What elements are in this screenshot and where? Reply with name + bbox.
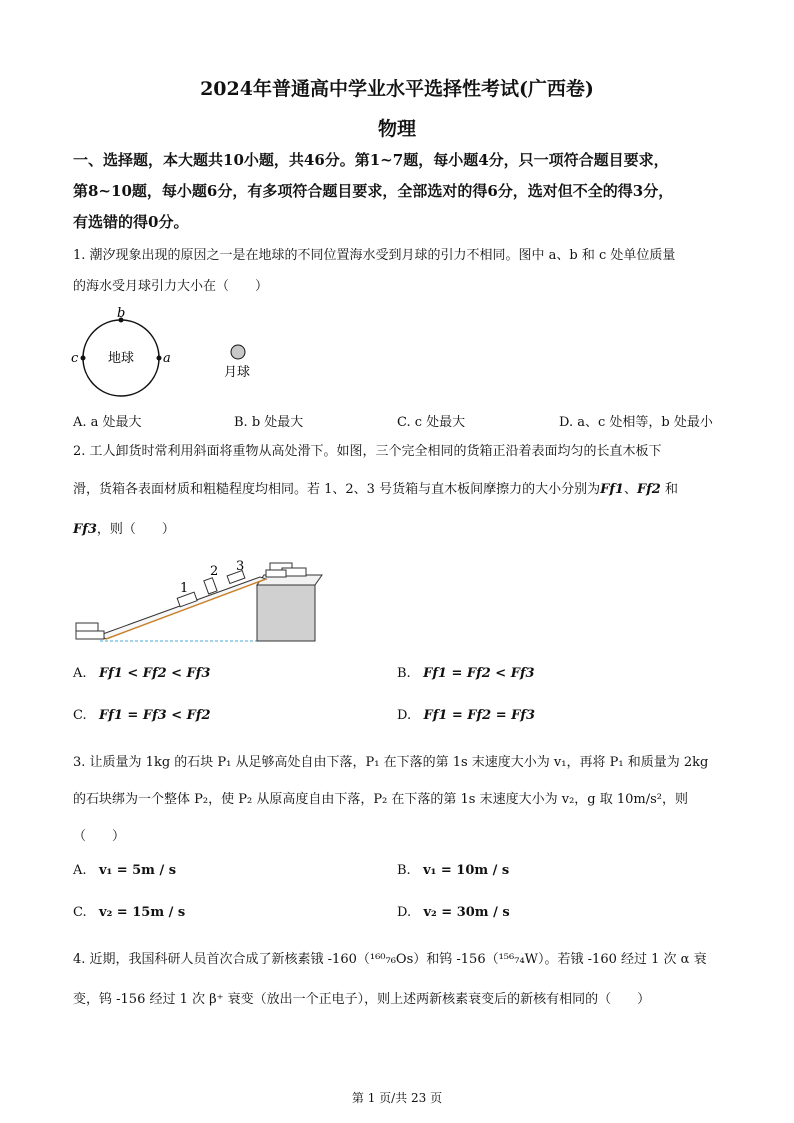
label-box-3: 3	[236, 559, 245, 574]
label-earth: 地球	[108, 351, 135, 366]
section-line-2: 第8~10题，每小题6分，有多项符合题目要求，全部选对的得6分，选对但不全的得3分，	[73, 182, 674, 200]
label-c: c	[71, 351, 79, 366]
label-box-2: 2	[210, 564, 219, 579]
q2-option-b[interactable]	[397, 666, 535, 681]
q2-option-d[interactable]	[397, 708, 535, 723]
q2-option-d-text: Ff1 = Ff2 = Ff3	[423, 708, 535, 723]
q2-line-2-text: 滑，货箱各表面材质和粗糙程度均相同。若 1、2、3 号货箱与直木板间摩擦力的大小分别为	[73, 482, 601, 497]
q2-option-c-label: C.	[73, 708, 87, 723]
q3-option-c-label: C.	[73, 905, 87, 920]
q2-line-3	[73, 514, 723, 545]
q1-line-1: 1. 潮汐现象出现的原因之一是在地球的不同位置海水受到月球的引力不相同。图中 a、b 和 c 处单位质量	[73, 248, 676, 263]
bottom-box-1	[76, 623, 98, 631]
q2-symbol-ff2: Ff2	[636, 482, 661, 497]
q2-separator: 、	[623, 482, 637, 497]
label-box-1: 1	[180, 581, 189, 596]
q3-option-b-text: v₁ = 10m / s	[423, 863, 510, 878]
moon-circle	[231, 345, 245, 359]
q2-ramp-figure	[70, 555, 330, 650]
q3-line-3: （ ）	[73, 829, 126, 844]
q2-option-a-label: A.	[73, 666, 87, 681]
bottom-box-2	[76, 631, 104, 639]
q4-line-2: 变，钨 -156 经过 1 次 β⁺ 衰变（放出一个正电子），则上述两新核素衰变后的新核有相同的（ ）	[73, 992, 651, 1007]
point-a	[157, 356, 162, 361]
q3-option-b-label: B.	[397, 863, 411, 878]
q2-option-b-text: Ff1 = Ff2 < Ff3	[423, 666, 535, 681]
q2-option-a[interactable]	[73, 666, 210, 681]
section-line-1: 一、选择题，本大题共10小题，共46分。第1~7题，每小题4分，只一项符合题目要求，	[73, 151, 669, 169]
page-number: 第 1 页/共 23 页	[351, 1091, 443, 1105]
cargo-box-2	[204, 578, 217, 594]
q1-earth-moon-figure	[60, 300, 280, 400]
q3-option-a-label: A.	[73, 863, 87, 878]
q3-option-a-text: v₁ = 5m / s	[98, 863, 177, 878]
q2-option-d-label: D.	[397, 708, 412, 723]
subject-title: 物理	[377, 118, 416, 140]
question-1-stem	[73, 240, 723, 302]
question-3-stem	[73, 744, 723, 855]
q2-line-1: 2. 工人卸货时常利用斜面将重物从高处滑下。如图，三个完全相同的货箱正沿着表面均匀的长直木板下	[73, 444, 662, 459]
point-c	[81, 356, 86, 361]
q1-option-c[interactable]: C. c 处最大	[397, 415, 466, 430]
q3-option-d-text: v₂ = 30m / s	[423, 905, 510, 920]
q1-option-d[interactable]: D. a、c 处相等，b 处最小	[559, 415, 713, 430]
label-b: b	[117, 306, 126, 321]
q3-option-d-label: D.	[397, 905, 412, 920]
q3-line-1: 3. 让质量为 1kg 的石块 P₁ 从足够高处自由下落，P₁ 在下落的第 1s 末速度大小为 v₁，再将 P₁ 和质量为 2kg	[73, 755, 709, 770]
q3-option-d[interactable]	[397, 905, 510, 920]
section-line-3: 有选错的得0分。	[73, 213, 189, 231]
platform-box-3	[266, 570, 286, 577]
q3-option-c[interactable]	[73, 905, 185, 920]
q2-option-c-text: Ff1 = Ff3 < Ff2	[99, 708, 211, 723]
exam-title: 2024年普通高中学业水平选择性考试(广西卷)	[200, 78, 594, 100]
q2-symbol-ff3: Ff3	[73, 522, 97, 537]
q2-option-a-text: Ff1 < Ff2 < Ff3	[98, 666, 211, 681]
section-instructions	[73, 145, 723, 238]
q2-line-2	[73, 474, 723, 505]
q3-option-c-text: v₂ = 15m / s	[99, 905, 186, 920]
q2-line-3-text: ，则（ ）	[96, 522, 175, 537]
question-4-stem	[73, 940, 723, 1020]
q3-line-2: 的石块绑为一个整体 P₂，使 P₂ 从原高度自由下落，P₂ 在下落的第 1s 末速度大小为 v₂，g 取 10m/s²，则	[73, 792, 689, 807]
q3-option-b[interactable]	[397, 863, 509, 878]
q3-option-a[interactable]	[73, 863, 176, 878]
q2-option-b-label: B.	[397, 666, 411, 681]
q2-option-c[interactable]	[73, 708, 211, 723]
label-a: a	[163, 351, 171, 366]
q1-option-b[interactable]: B. b 处最大	[234, 415, 304, 430]
q1-line-2: 的海水受月球引力大小在（ ）	[73, 279, 269, 294]
q1-option-a[interactable]: A. a 处最大	[73, 415, 142, 430]
platform-block	[257, 585, 315, 641]
q2-symbol-ff1: Ff1	[600, 482, 624, 497]
q2-and: 和	[660, 482, 678, 497]
q4-line-1: 4. 近期，我国科研人员首次合成了新核素锇 -160（¹⁶⁰₇₆Os）和钨 -156（¹⁵⁶₇₄W）。若锇 -160 经过 1 次 α 衰	[73, 952, 707, 967]
label-moon: 月球	[224, 365, 251, 380]
